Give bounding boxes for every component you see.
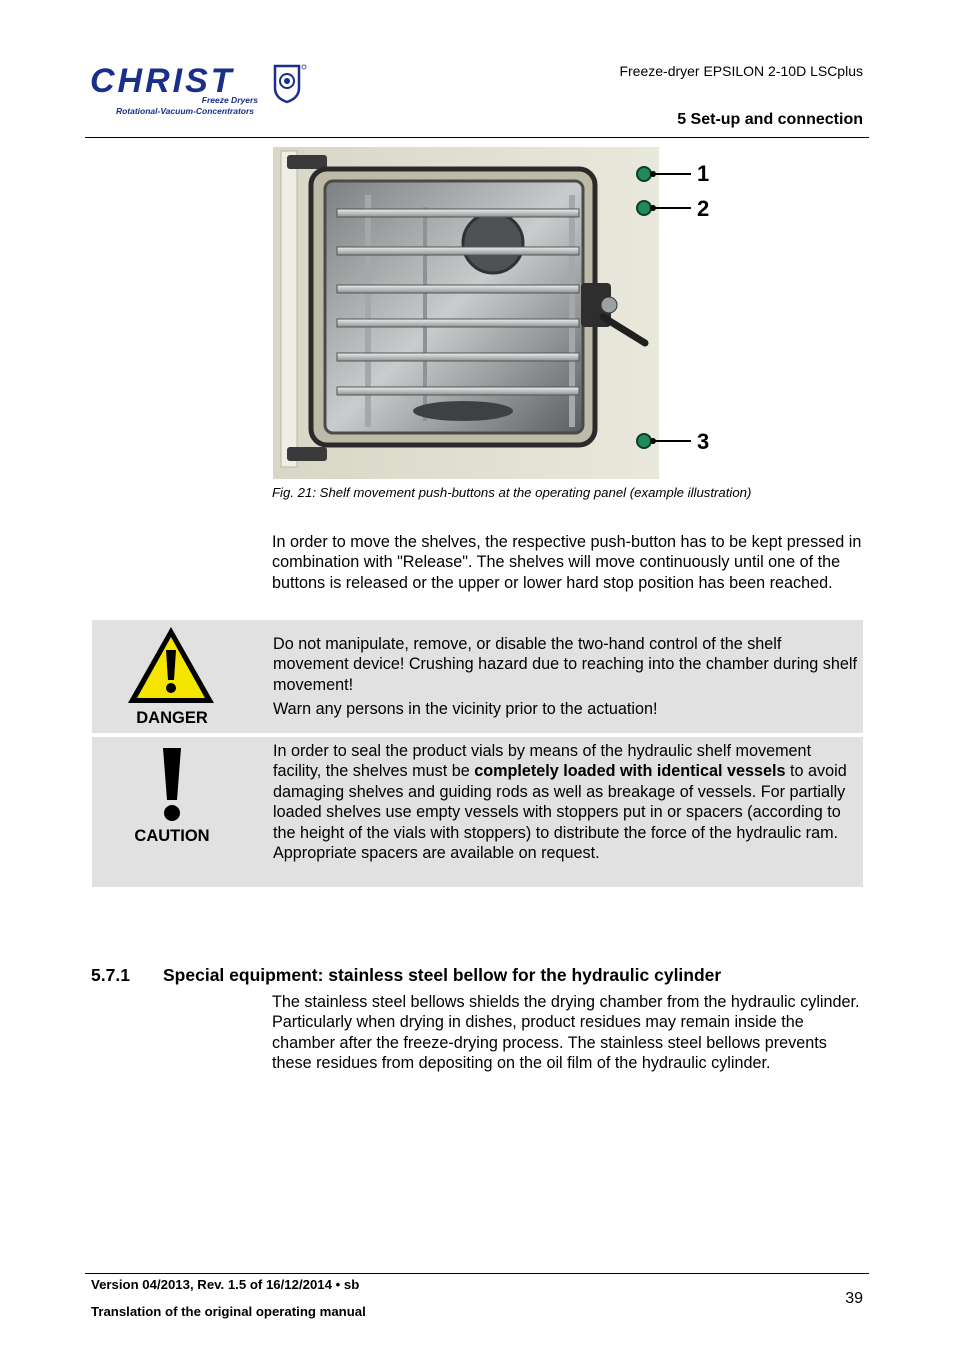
body-paragraph-bellows: The stainless steel bellows shields the drying chamber from the hydraulic cylinder. Particularly when drying in dishes, product residues may remain inside the chamber after the freeze-drying process. The stainless steel bellows prevents these residues from depositing on the oil film of the hydraulic cylinder. [272,993,860,1073]
danger-warning-text: Warn any persons in the vicinity prior to the actuation! [273,700,658,718]
page-number: 39 [845,1290,863,1307]
subsection-title: Special equipment: stainless steel bellow for the hydraulic cylinder [163,965,722,985]
company-logo [88,56,310,120]
caution-text: In order to seal the product vials by means of the hydraulic shelf movement facility, the shelves must be completely loaded with identical vessels to avoid damaging shelves and guiding rods as well as breakage of vessels. For partially loaded shelves use empty vessels with stoppers put in or spacers (according to the height of the vials with stoppers) to distribute the force of the hydraulic ram. Appropriate spacers are available on request. [273,742,847,863]
figure-caption: Fig. 21: Shelf movement push-buttons at the operating panel (example illustration) [272,485,752,500]
body-paragraph-shelf-movement: In order to move the shelves, the respective push-button has to be kept pressed in combination with "Release". The shelves will move continuously until one of the buttons is released or the upper or lower hard stop position has been reached. [272,533,862,592]
caution-label: CAUTION [134,827,210,845]
figure-chamber-photo [273,147,723,479]
logo-tagline-1: Freeze Dryers [201,95,258,105]
footer-divider [85,1273,869,1274]
svg-text:2: 2 [697,196,710,221]
danger-notice [92,620,863,733]
footer-version: Version 04/2013, Rev. 1.5 of 16/12/2014 • sb [91,1277,360,1292]
product-name: Freeze-dryer EPSILON 2-10D LSCplus [619,63,863,79]
logo-emblem-icon [275,65,306,102]
caution-notice [92,737,863,887]
warning-triangle-icon [125,624,217,706]
exclamation-icon [160,746,184,822]
svg-text:3: 3 [697,429,710,454]
section-heading: 5 Set-up and connection [677,111,863,128]
header-divider [85,137,869,138]
svg-text:1: 1 [697,161,710,186]
logo-tagline-2: Rotational-Vacuum-Concentrators [115,106,254,116]
danger-text: Do not manipulate, remove, or disable the two-hand control of the shelf movement device! Crushing hazard due to reaching into the chamber during shelf movement! [273,635,857,694]
danger-label: DANGER [136,709,208,727]
footer-translation-note: Translation of the original operating manual [91,1304,366,1319]
logo-wordmark: CHRIST [90,62,235,100]
subsection-number: 5.7.1 [91,965,130,985]
caution-emphasis: completely loaded with identical vessels [474,762,786,781]
